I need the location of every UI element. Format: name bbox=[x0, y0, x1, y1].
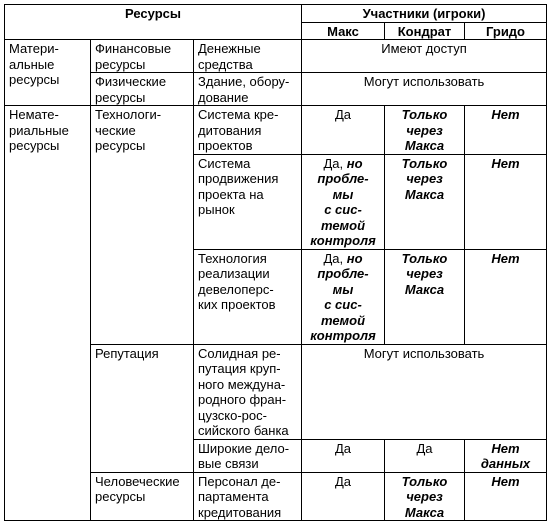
resource-cell: Персонал де- партамента кредитования bbox=[194, 472, 302, 521]
span-cell: Могут использовать bbox=[302, 344, 547, 439]
table-row bbox=[5, 40, 547, 73]
resources-header: Ресурсы bbox=[5, 5, 302, 40]
resources-table bbox=[4, 4, 547, 521]
max-cell bbox=[302, 106, 385, 155]
kondrat-cell: Только через Макса bbox=[385, 472, 465, 521]
grido-header: Гридо bbox=[465, 22, 547, 40]
span-cell: Имеют доступ bbox=[302, 40, 547, 73]
max-bold: но пробле- мы с сис- темой контроля bbox=[310, 250, 376, 343]
kondrat-cell: Только через Макса bbox=[385, 249, 465, 344]
grido-cell: Нет данных bbox=[465, 439, 547, 472]
kondrat-cell: Только через Макса bbox=[385, 154, 465, 249]
max-header: Макс bbox=[302, 22, 385, 40]
span-cell: Могут использовать bbox=[302, 73, 547, 106]
resource-cell: Денежные средства bbox=[194, 40, 302, 73]
max-cell: Да bbox=[302, 439, 385, 472]
max-bold: но пробле- мы с сис- темой контроля bbox=[310, 155, 376, 248]
grido-cell: Нет bbox=[465, 472, 547, 521]
max-plain: Да bbox=[334, 107, 352, 122]
grido-cell: Нет bbox=[465, 249, 547, 344]
table-row bbox=[5, 106, 547, 155]
kondrat-cell: Да bbox=[385, 439, 465, 472]
resource-cell: Система кре- дитования проектов bbox=[194, 106, 302, 155]
header-row-1 bbox=[5, 5, 547, 23]
resource-cell: Солидная ре- путация круп- ного междуна- родного фран- цузско-рос- сийского банка bbox=[194, 344, 302, 439]
max-cell: Да bbox=[302, 472, 385, 521]
participants-header: Участники (игроки) bbox=[302, 5, 547, 23]
kondrat-cell: Только через Макса bbox=[385, 106, 465, 155]
subgroup-financial: Финансовые ресурсы bbox=[91, 40, 194, 73]
max-cell bbox=[302, 154, 385, 249]
grido-cell: Нет bbox=[465, 154, 547, 249]
subgroup-technological: Технологи- ческие ресурсы bbox=[91, 106, 194, 345]
kondrat-header: Кондрат bbox=[385, 22, 465, 40]
group-material: Матери- альные ресурсы bbox=[5, 40, 91, 106]
group-immaterial: Немате- риальные ресурсы bbox=[5, 106, 91, 521]
resource-cell: Здание, обору- дование bbox=[194, 73, 302, 106]
resource-cell: Система продвижения проекта на рынок bbox=[194, 154, 302, 249]
subgroup-reputation: Репутация bbox=[91, 344, 194, 472]
resource-cell: Технология реализации девелоперс- ких проектов bbox=[194, 249, 302, 344]
subgroup-human: Человеческие ресурсы bbox=[91, 472, 194, 521]
max-cell bbox=[302, 249, 385, 344]
resource-cell: Широкие дело- вые связи bbox=[194, 439, 302, 472]
max-plain: Да, bbox=[323, 250, 347, 266]
subgroup-physical: Физические ресурсы bbox=[91, 73, 194, 106]
max-plain: Да, bbox=[323, 155, 347, 171]
grido-cell: Нет bbox=[465, 106, 547, 155]
